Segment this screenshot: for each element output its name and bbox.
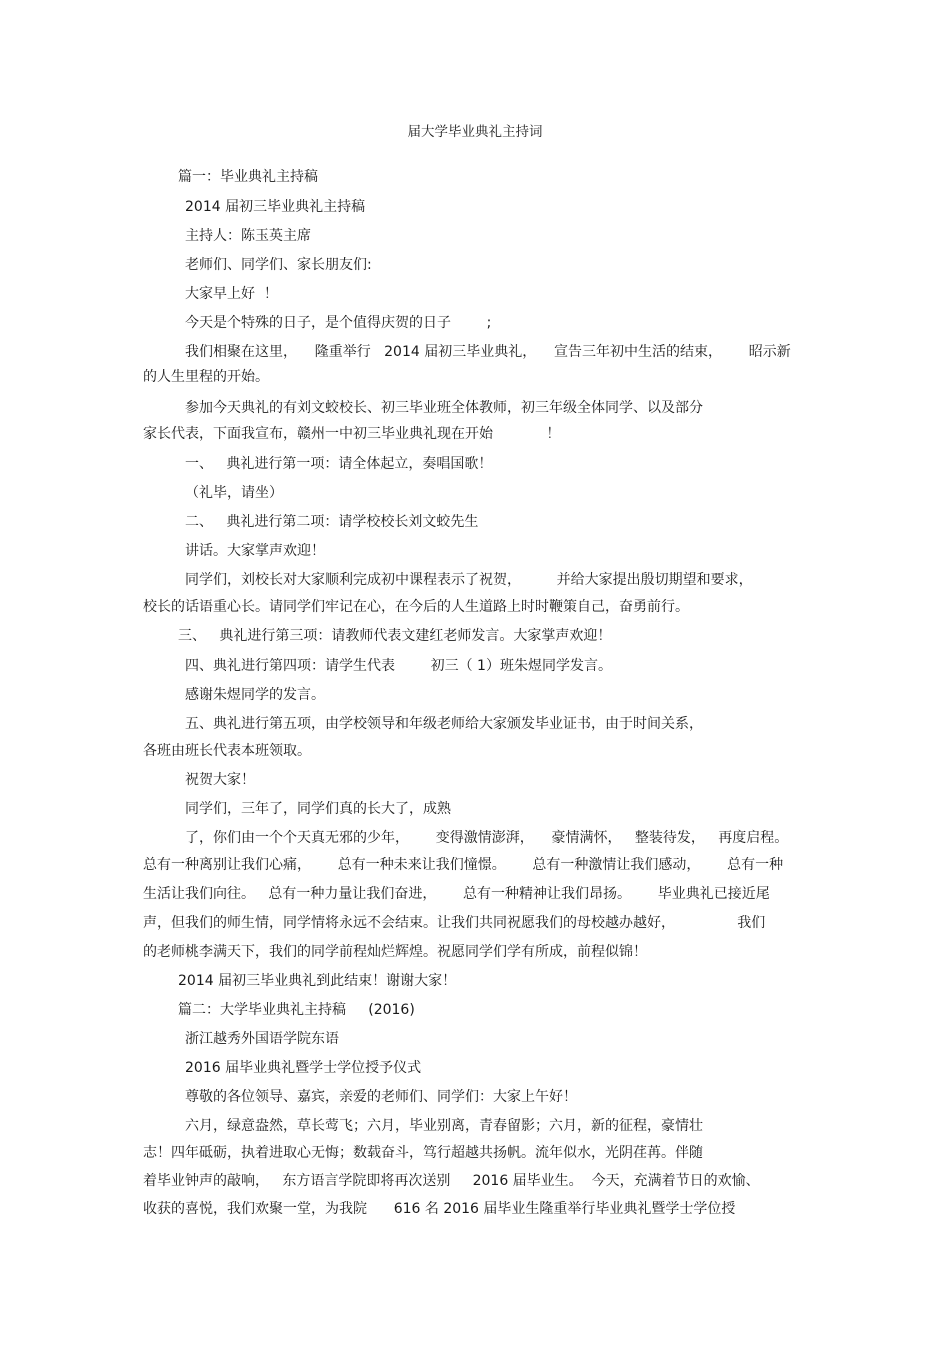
section-heading-2: 篇二：大学毕业典礼主持稿 (2016): [178, 1002, 415, 1018]
paragraph-line: 老师们、同学们、家长朋友们:: [185, 257, 372, 273]
paragraph-line: 2016 届毕业典礼暨学士学位授予仪式: [185, 1060, 422, 1076]
paragraph-line: 三、 典礼进行第三项：请教师代表文建红老师发言。大家掌声欢迎！: [178, 628, 612, 644]
paragraph-line: 校长的话语重心长。请同学们牢记在心，在今后的人生道路上时时鞭策自己，奋勇前行。: [143, 599, 689, 615]
paragraph-line: 四、典礼进行第四项：请学生代表 初三（ 1）班朱煜同学发言。: [185, 658, 612, 674]
paragraph-line: 我们相聚在这里， 隆重举行 2014 届初三毕业典礼， 宣告三年初中生活的结束， 昭示新: [185, 344, 791, 360]
paragraph-line: 志！四年砥砺，执着进取心无悔；数载奋斗，笃行超越共扬帆。流年似水，光阴荏苒。伴随: [143, 1145, 703, 1161]
paragraph-line: 2014 届初三毕业典礼到此结束！谢谢大家！: [178, 973, 457, 989]
paragraph-line: 着毕业钟声的敲响， 东方语言学院即将再次送别 2016 届毕业生。 今天，充满着节日的欢愉、: [143, 1173, 760, 1189]
paragraph-line: 大家早上好 ！: [185, 286, 278, 302]
paragraph-line: 2014 届初三毕业典礼主持稿: [185, 199, 366, 215]
paragraph-line: 尊敬的各位领导、嘉宾，亲爱的老师们、同学们：大家上午好！: [185, 1089, 577, 1105]
paragraph-line: 祝贺大家！: [185, 772, 255, 788]
paragraph-line: 的老师桃李满天下，我们的同学前程灿烂辉煌。祝愿同学们学有所成，前程似锦！: [143, 944, 647, 960]
paragraph-line: 一、 典礼进行第一项：请全体起立，奏唱国歌！: [185, 456, 493, 472]
paragraph-line: 参加今天典礼的有刘文蛟校长、初三毕业班全体教师，初三年级全体同学、以及部分: [185, 400, 703, 416]
paragraph-line: 同学们，三年了，同学们真的长大了，成熟: [185, 801, 451, 817]
paragraph-line: 的人生里程的开始。: [143, 369, 269, 385]
paragraph-line: 讲话。大家掌声欢迎！: [185, 543, 325, 559]
paragraph-line: 感谢朱煜同学的发言。: [185, 687, 325, 703]
paragraph-line: 浙江越秀外国语学院东语: [185, 1031, 339, 1047]
paragraph-line: 声，但我们的师生情，同学情将永远不会结束。让我们共同祝愿我们的母校越办越好， 我们: [143, 915, 766, 931]
paragraph-line: 各班由班长代表本班领取。: [143, 743, 311, 759]
paragraph-line: 六月，绿意盎然，草长莺飞；六月，毕业别离，青春留影；六月，新的征程，豪情壮: [185, 1118, 703, 1134]
paragraph-line: 生活让我们向往。 总有一种力量让我们奋进， 总有一种精神让我们昂扬。 毕业典礼已接近尾: [143, 886, 770, 902]
paragraph-line: 同学们，刘校长对大家顺利完成初中课程表示了祝贺， 并给大家提出殷切期望和要求，: [185, 572, 753, 588]
paragraph-line: 五、典礼进行第五项，由学校领导和年级老师给大家颁发毕业证书，由于时间关系，: [185, 716, 703, 732]
paragraph-line: 二、 典礼进行第二项：请学校校长刘文蛟先生: [185, 514, 479, 530]
paragraph-line: （礼毕，请坐）: [185, 485, 283, 501]
section-heading-1: 篇一：毕业典礼主持稿: [178, 169, 318, 185]
paragraph-line: 家长代表，下面我宣布，赣州一中初三毕业典礼现在开始 ！: [143, 426, 561, 442]
paragraph-line: 今天是个特殊的日子，是个值得庆贺的日子 ;: [185, 315, 492, 331]
paragraph-line: 总有一种离别让我们心痛， 总有一种未来让我们憧憬。 总有一种激情让我们感动， 总有一种: [143, 857, 784, 873]
paragraph-line: 收获的喜悦，我们欢聚一堂，为我院 616 名 2016 届毕业生隆重举行毕业典礼暨学士学位授: [143, 1201, 736, 1217]
document-title: 届大学毕业典礼主持词: [407, 124, 543, 140]
paragraph-line: 了，你们由一个个天真无邪的少年， 变得激情澎湃， 豪情满怀， 整装待发， 再度启程。: [185, 830, 789, 846]
paragraph-line: 主持人：陈玉英主席: [185, 228, 311, 244]
